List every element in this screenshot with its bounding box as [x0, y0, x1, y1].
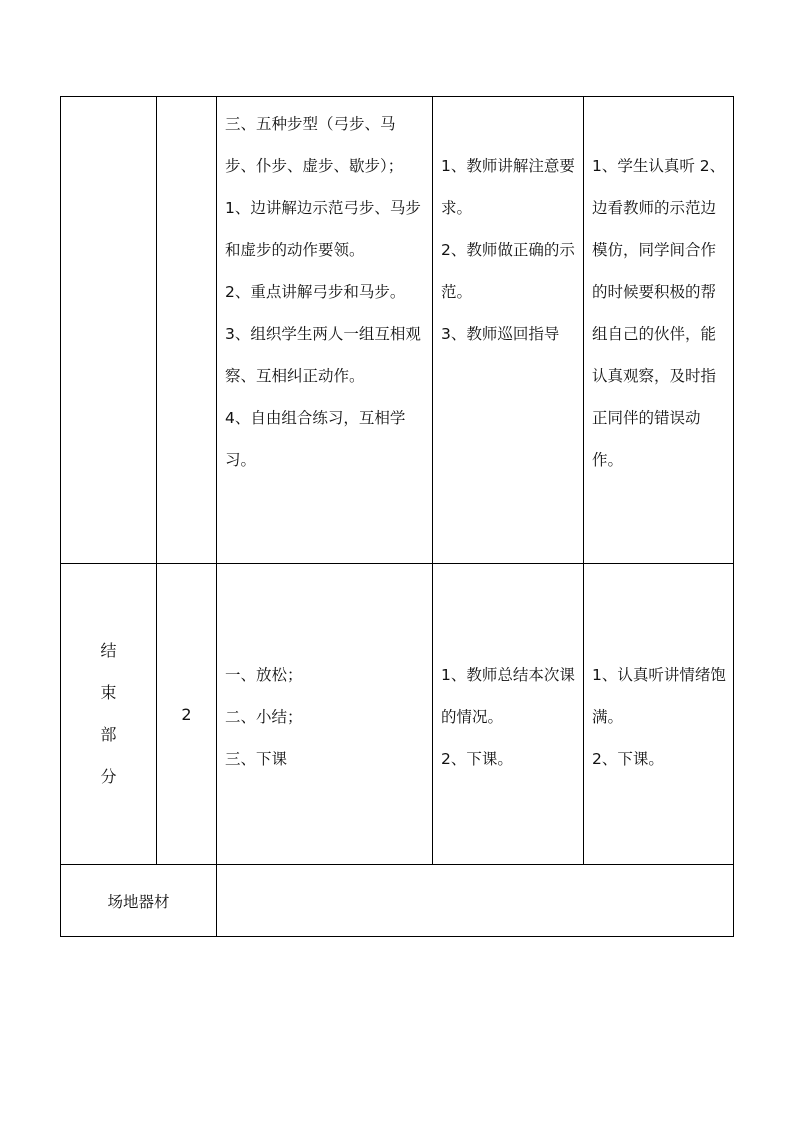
teacher-activity-cell	[433, 97, 584, 564]
teacher-activity-cell	[433, 564, 584, 865]
student-line: 1、认真听讲情绪饱满。	[592, 666, 726, 726]
section-label-cell	[61, 564, 157, 865]
teacher-line: 1、教师总结本次课的情况。	[441, 666, 575, 726]
student-line: 1、学生认真听 2、边看教师的示范边模仿，同学间合作的时候要积极的帮组自己的伙伴，能认真观察，及时指正同伴的错误动作。	[592, 157, 726, 469]
content-line: 三、下课	[225, 750, 288, 768]
venue-row	[61, 865, 734, 937]
content-line: 2、重点讲解弓步和马步。	[225, 283, 406, 301]
content-line: 1、边讲解边示范弓步、马步和虚步的动作要领。	[225, 199, 421, 259]
teacher-line: 2、下课。	[441, 750, 513, 768]
content-cell	[217, 564, 433, 865]
section-label-char: 部	[100, 725, 117, 744]
section-label-char: 结	[100, 641, 117, 660]
content-line: 4、自由组合练习，互相学习。	[225, 409, 406, 469]
content-line: 3、组织学生两人一组互相观察、互相纠正动作。	[225, 325, 421, 385]
student-activity-cell	[584, 97, 734, 564]
section-label-char: 束	[100, 683, 117, 702]
ending-part-row	[61, 564, 734, 865]
teacher-line: 3、教师巡回指导	[441, 325, 560, 343]
content-cell	[217, 97, 433, 564]
content-line: 三、五种步型（弓步、马步、仆步、虚步、歇步）；	[225, 115, 404, 175]
teacher-line: 1、教师讲解注意要求。	[441, 157, 575, 217]
venue-label: 场地器材	[107, 892, 170, 911]
section-label-cell	[61, 97, 157, 564]
content-line: 一、放松；	[225, 666, 303, 684]
lesson-plan-table	[60, 96, 734, 937]
time-value: 2	[181, 704, 192, 724]
main-part-row	[61, 97, 734, 564]
content-line: 二、小结；	[225, 708, 303, 726]
section-label-char: 分	[100, 767, 117, 786]
venue-value-cell	[217, 865, 734, 937]
venue-label-cell	[61, 865, 217, 937]
time-cell	[157, 564, 217, 865]
student-activity-cell	[584, 564, 734, 865]
time-cell	[157, 97, 217, 564]
student-line: 2、下课。	[592, 750, 664, 768]
teacher-line: 2、教师做正确的示范。	[441, 241, 575, 301]
